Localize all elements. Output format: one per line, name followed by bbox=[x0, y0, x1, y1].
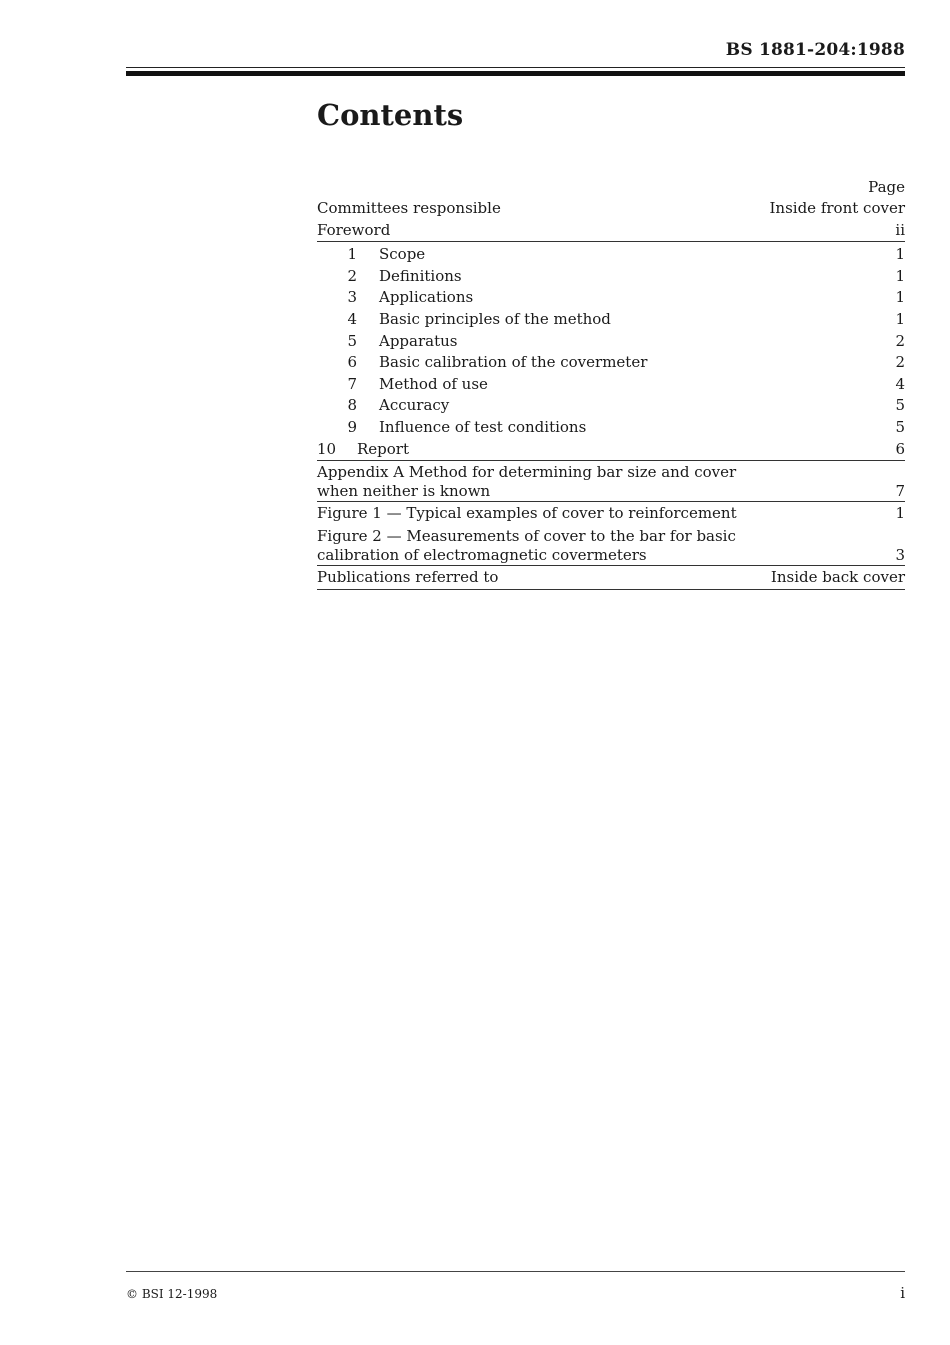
clause-number: 3 bbox=[347, 288, 357, 307]
toc-entry-clause[interactable] bbox=[317, 266, 905, 288]
toc-entry-clause[interactable] bbox=[317, 395, 905, 417]
toc-entry-label: Definitions bbox=[379, 266, 462, 285]
toc-entry-page: 4 bbox=[895, 374, 905, 393]
toc-entry-figure[interactable] bbox=[317, 525, 905, 565]
toc-entry-page: 2 bbox=[895, 331, 905, 350]
toc-entry-label: Accuracy bbox=[379, 396, 450, 415]
clause-number: 8 bbox=[347, 396, 357, 415]
clause-number: 2 bbox=[347, 266, 357, 285]
toc-entry-label: Influence of test conditions bbox=[379, 417, 587, 436]
clause-number: 5 bbox=[347, 331, 357, 350]
toc-entry-page: 1 bbox=[895, 309, 905, 328]
toc-entry-label: Report bbox=[357, 439, 410, 458]
toc-entry-label: Committees responsible bbox=[317, 199, 501, 217]
clause-number: 10 bbox=[317, 439, 337, 458]
copyright-notice: © BSI 12-1998 bbox=[126, 1287, 218, 1301]
toc-entry-page: 1 bbox=[895, 504, 905, 523]
toc-entry-publications[interactable] bbox=[317, 566, 905, 589]
toc-entry-clause[interactable] bbox=[317, 417, 905, 439]
toc-entry-page: 2 bbox=[895, 353, 905, 372]
clause-number: 1 bbox=[347, 245, 357, 264]
toc-entry-page: 7 bbox=[895, 481, 905, 500]
toc-entry-label: Publications referred to bbox=[317, 568, 499, 587]
toc-entry-page: 3 bbox=[895, 545, 905, 564]
toc-entry-clause[interactable] bbox=[317, 287, 905, 309]
toc-entry-label: Foreword bbox=[317, 220, 391, 239]
toc-entry-page: Inside back cover bbox=[770, 568, 905, 587]
page-title: Contents bbox=[317, 98, 464, 132]
toc-entry-page: 5 bbox=[895, 417, 905, 436]
toc-entry-clause[interactable] bbox=[317, 439, 905, 461]
toc-entry-clause[interactable] bbox=[317, 331, 905, 353]
clause-number: 6 bbox=[347, 353, 357, 372]
toc-entry-page: ii bbox=[895, 220, 905, 239]
toc-entry-label: Scope bbox=[379, 245, 426, 264]
toc-entry-label: Applications bbox=[379, 288, 474, 307]
toc-entry-label: Basic calibration of the covermeter bbox=[379, 353, 648, 372]
clause-number: 9 bbox=[347, 417, 357, 436]
toc-entry-page: Inside front cover bbox=[769, 199, 905, 217]
toc-entry-label-line2: when neither is known bbox=[317, 481, 491, 500]
toc-entry-label: Figure 1 — Typical examples of cover to reinforcement bbox=[317, 504, 737, 523]
clause-number: 4 bbox=[347, 309, 357, 328]
toc-entry-clause[interactable] bbox=[317, 309, 905, 331]
toc-entry-page: 1 bbox=[895, 288, 905, 307]
page-column-heading: Page bbox=[868, 178, 905, 196]
clause-number: 7 bbox=[347, 374, 357, 393]
toc-entry-page: 6 bbox=[895, 439, 905, 458]
toc-entry-label-line1: Appendix A Method for determining bar size and cover bbox=[317, 463, 737, 482]
toc-entry-committees[interactable] bbox=[317, 198, 905, 220]
toc-entry-label: Method of use bbox=[379, 374, 488, 393]
page-number: i bbox=[900, 1284, 905, 1302]
table-of-contents bbox=[317, 176, 905, 590]
toc-entry-foreword[interactable] bbox=[317, 220, 905, 242]
header-rule-thin bbox=[126, 67, 905, 68]
footer-rule bbox=[126, 1271, 905, 1272]
toc-entry-label-line1: Figure 2 — Measurements of cover to the bar for basic bbox=[317, 527, 736, 546]
toc-entry-label: Basic principles of the method bbox=[379, 309, 611, 328]
toc-entry-page: 1 bbox=[895, 266, 905, 285]
toc-entry-clause[interactable] bbox=[317, 374, 905, 396]
toc-entry-clause[interactable] bbox=[317, 352, 905, 374]
section-divider bbox=[317, 589, 905, 590]
toc-entry-appendix[interactable] bbox=[317, 461, 905, 501]
header-rule-thick bbox=[126, 71, 905, 76]
toc-entry-label: Apparatus bbox=[379, 331, 458, 350]
toc-entry-page: 1 bbox=[895, 245, 905, 264]
toc-entry-label-line2: calibration of electromagnetic covermeters bbox=[317, 545, 647, 564]
toc-entry-page: 5 bbox=[895, 396, 905, 415]
toc-entry-figure[interactable] bbox=[317, 502, 905, 525]
document-identifier: BS 1881-204:1988 bbox=[725, 40, 905, 60]
toc-entry-clause[interactable] bbox=[317, 244, 905, 266]
